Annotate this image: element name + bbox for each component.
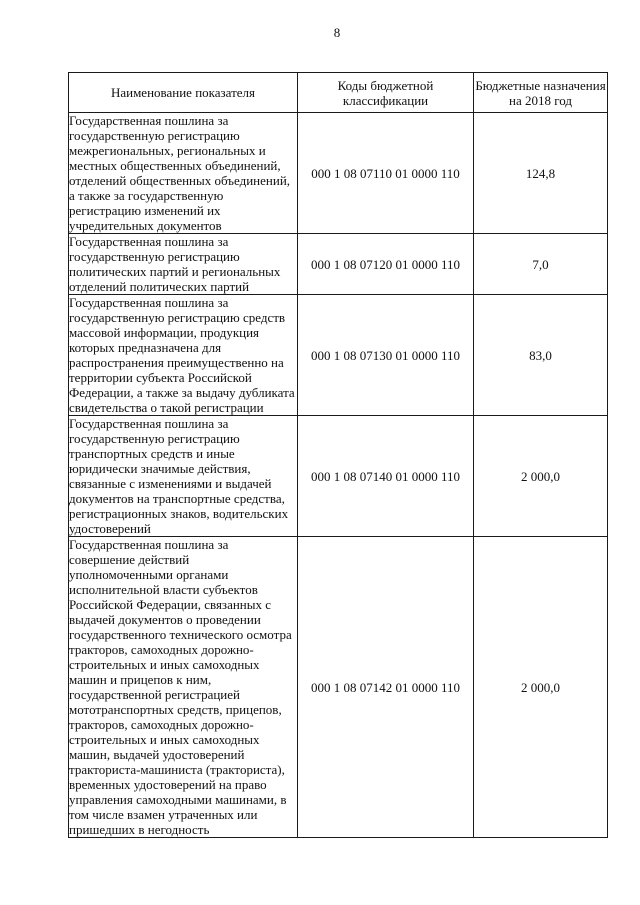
column-header-budget-code: Коды бюджетной классификации <box>298 73 474 113</box>
budget-classification-code: 000 1 08 07130 01 0000 110 <box>298 295 474 416</box>
indicator-name: Государственная пошлина за государственную регистрацию межрегиональных, региональных и местных общественных объединений, отделений общественных объединений, а также за государственную регистрацию изменений их учредительных документов <box>69 113 298 234</box>
budget-classification-code: 000 1 08 07142 01 0000 110 <box>298 537 474 838</box>
table-body <box>69 113 608 838</box>
table-row <box>69 113 608 234</box>
column-header-indicator-name: Наименование показателя <box>69 73 298 113</box>
budget-amount: 2 000,0 <box>474 537 608 838</box>
budget-amount: 124,8 <box>474 113 608 234</box>
budget-amount: 83,0 <box>474 295 608 416</box>
budget-amount: 7,0 <box>474 234 608 295</box>
page-number: 8 <box>333 25 341 40</box>
indicator-name: Государственная пошлина за государственную регистрацию политических партий и региональных отделений политических партий <box>69 234 298 295</box>
indicator-name: Государственная пошлина за государственную регистрацию транспортных средств и иные юридически значимые действия, связанные с изменениями и выдачей документов на транспортные средства, регистрационных знаков, водительских удостоверений <box>69 416 298 537</box>
column-header-budget-amount: Бюджетные назначения на 2018 год <box>474 73 608 113</box>
table-row <box>69 416 608 537</box>
table-row <box>69 234 608 295</box>
budget-amount: 2 000,0 <box>474 416 608 537</box>
budget-classification-code: 000 1 08 07110 01 0000 110 <box>298 113 474 234</box>
budget-classification-code: 000 1 08 07140 01 0000 110 <box>298 416 474 537</box>
table-row <box>69 295 608 416</box>
table-header <box>69 73 608 113</box>
table-header-row <box>69 73 608 113</box>
budget-classification-code: 000 1 08 07120 01 0000 110 <box>298 234 474 295</box>
indicator-name: Государственная пошлина за совершение действий уполномоченными органами исполнительной власти субъектов Российской Федерации, связанных с выдачей документов о проведении государственного технического осмотра тракторов, самоходных дорожно- строительных и иных самоходных машин и прицепов к ним, государственной регистрацией мототранспортных средств, прицепов, тракторов, самоходных дорожно- строительных и иных самоходных машин, выдачей удостоверений тракториста-машиниста (тракториста), временных удостоверений на право управления самоходными машинами, в том числе взамен утраченных или пришедших в негодность <box>69 537 298 838</box>
budget-table <box>68 72 608 838</box>
table-row <box>69 537 608 838</box>
indicator-name: Государственная пошлина за государственную регистрацию средств массовой информации, продукция которых предназначена для распространения преимущественно на территории субъекта Российской Федерации, а также за выдачу дубликата свидетельства о такой регистрации <box>69 295 298 416</box>
